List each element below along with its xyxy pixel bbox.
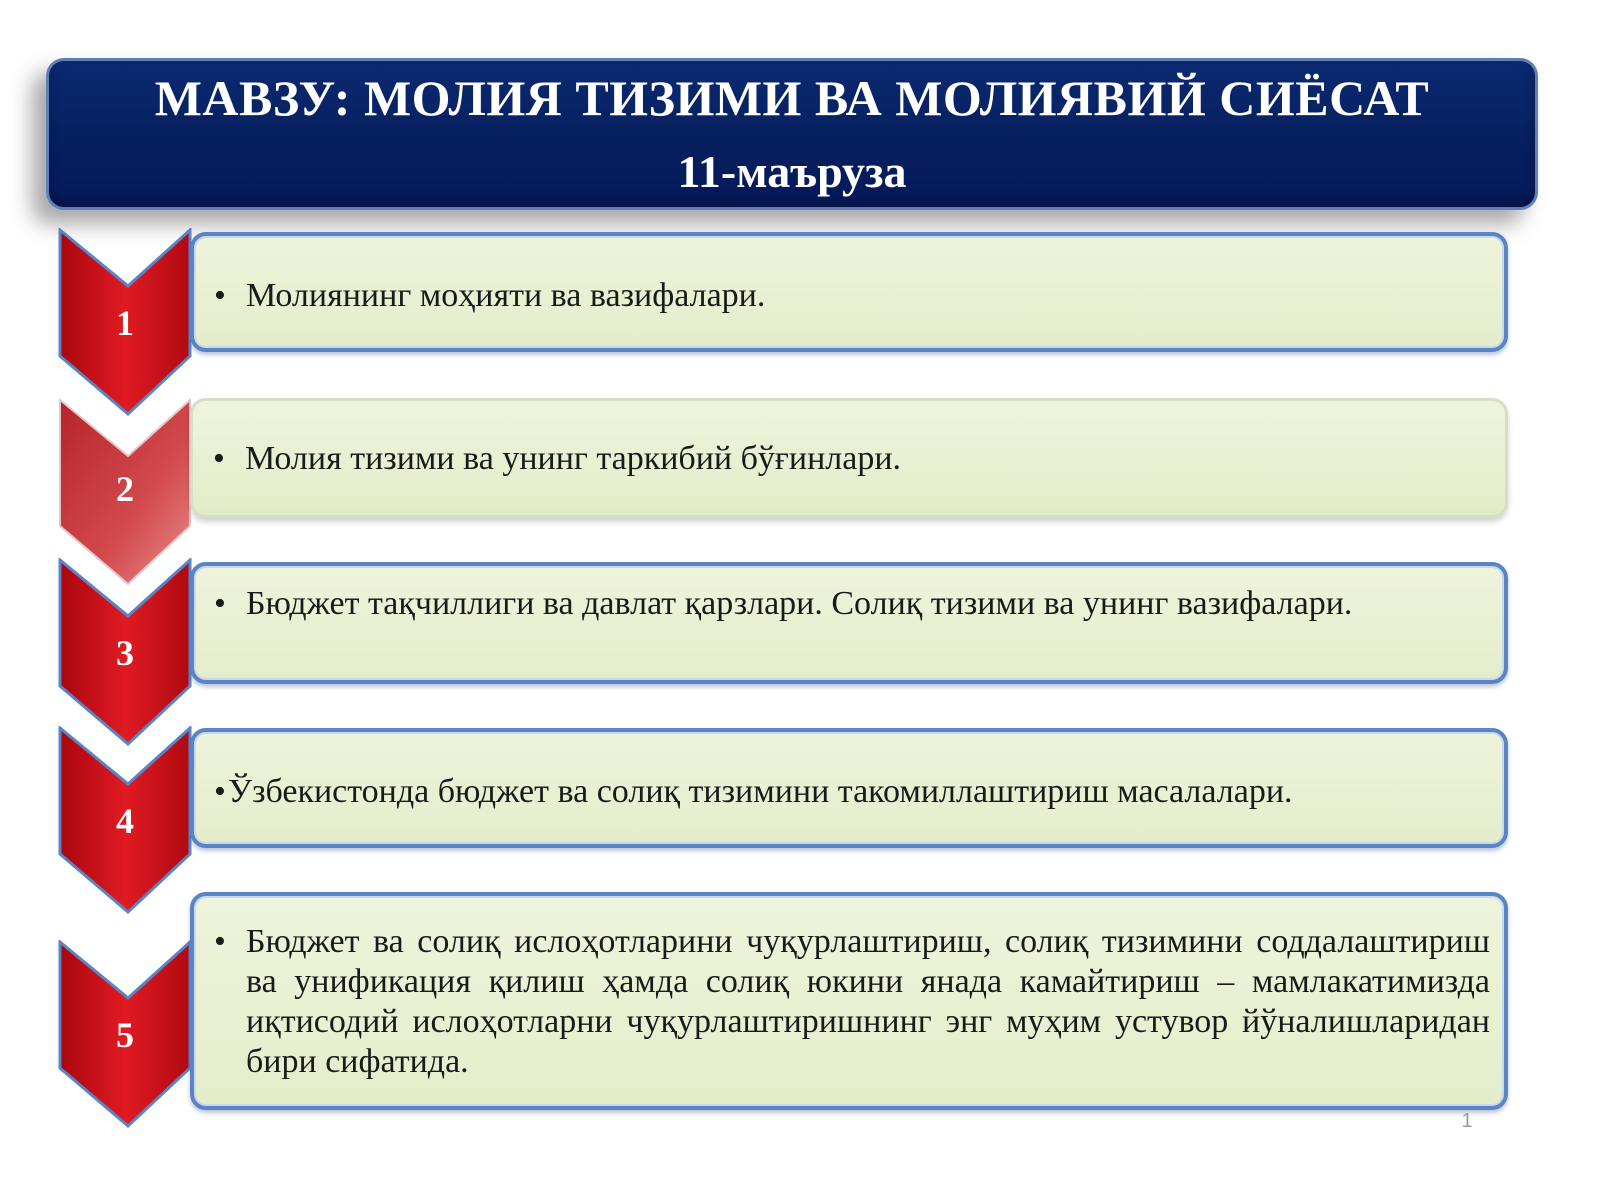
lecture-subtitle: 11-маъруза [677,146,907,197]
slide-title: МАВЗУ: МОЛИЯ ТИЗИМИ ВА МОЛИЯВИЙ СИЁСАТ [154,70,1430,126]
agenda-text: Бюджет тақчиллиги ва давлат қарзлари. Солиқ тизими ва унинг вазифалари. [246,585,1353,622]
step-number: 2 [116,469,134,509]
bullet: • [214,923,226,960]
page-number: 1 [1461,1110,1473,1132]
agenda-text: Молия тизими ва унинг таркибий бўғинлари. [245,440,902,477]
agenda-text: Бюджет ва солиқ ислоҳотларини чуқурлаштириш, солиқ тизимини соддалаштириш ва унификация қилиш ҳамда солиқ юкини янада камайтириш – мамлакатимизда иқтисодий ислоҳотларни чуқурлаштиришнинг энг муҳим устувор йўналишларидан бири сифатида. [246,923,1490,1080]
bullet: • [214,773,226,810]
title-banner [46,58,1538,210]
bullet: • [214,585,226,622]
step-number: 1 [116,303,134,343]
agenda-card [190,892,1508,1110]
step-number: 5 [116,1015,134,1055]
bullet: • [214,277,226,314]
agenda-card [190,728,1508,848]
agenda-card [190,232,1508,352]
agenda-card [190,562,1508,684]
agenda-card [190,398,1508,518]
step-number: 3 [116,633,134,673]
agenda-text: Ўзбекистонда бюджет ва солиқ тизимини такомиллаштириш масалалари. [228,773,1293,810]
step-number: 4 [116,801,134,841]
agenda-text: Молиянинг моҳияти ва вазифалари. [246,277,766,314]
bullet: • [213,440,225,477]
